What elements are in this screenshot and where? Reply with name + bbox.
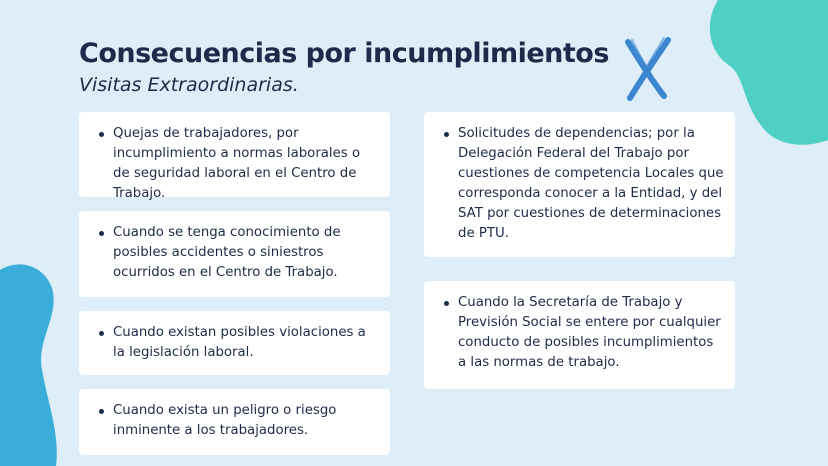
card-text: Solicitudes de dependencias; por la Delegación Federal del Trabajo por cuestiones de competencia Locales que corresponda conocer a la Entidad, y del SAT por cuestiones de determinaciones de PTU. — [458, 126, 724, 241]
bullet-icon — [444, 301, 449, 306]
consequence-card — [424, 112, 735, 257]
consequence-card — [79, 389, 390, 455]
card-text: Cuando exista un peligro o riesgo inminente a los trabajadores. — [113, 403, 337, 438]
bullet-icon — [99, 409, 104, 414]
card-text: Cuando la Secretaría de Trabajo y Previsión Social se entere por cualquier conducto de posibles incumplimientos a las normas de trabajo. — [458, 295, 721, 370]
slide-title: Consecuencias por incumplimientos — [79, 38, 609, 69]
bullet-icon — [444, 132, 449, 137]
bullet-icon — [99, 231, 104, 236]
card-text: Quejas de trabajadores, por incumplimiento a normas laborales o de seguridad laboral en el Centro de Trabajo. — [113, 126, 361, 201]
consequence-card — [79, 211, 390, 297]
consequence-card — [424, 281, 735, 389]
card-text: Cuando existan posibles violaciones a la legislación laboral. — [113, 325, 366, 360]
consequence-card — [79, 112, 390, 201]
bullet-icon — [99, 132, 104, 137]
bullet-icon — [99, 331, 104, 336]
x-mark-icon — [620, 34, 676, 102]
consequence-card — [79, 311, 390, 375]
card-text: Cuando se tenga conocimiento de posibles accidentes o siniestros ocurridos en el Centro de Trabajo. — [113, 225, 341, 280]
slide-subtitle: Visitas Extraordinarias. — [79, 74, 299, 96]
blue-blob-decoration — [0, 258, 60, 466]
